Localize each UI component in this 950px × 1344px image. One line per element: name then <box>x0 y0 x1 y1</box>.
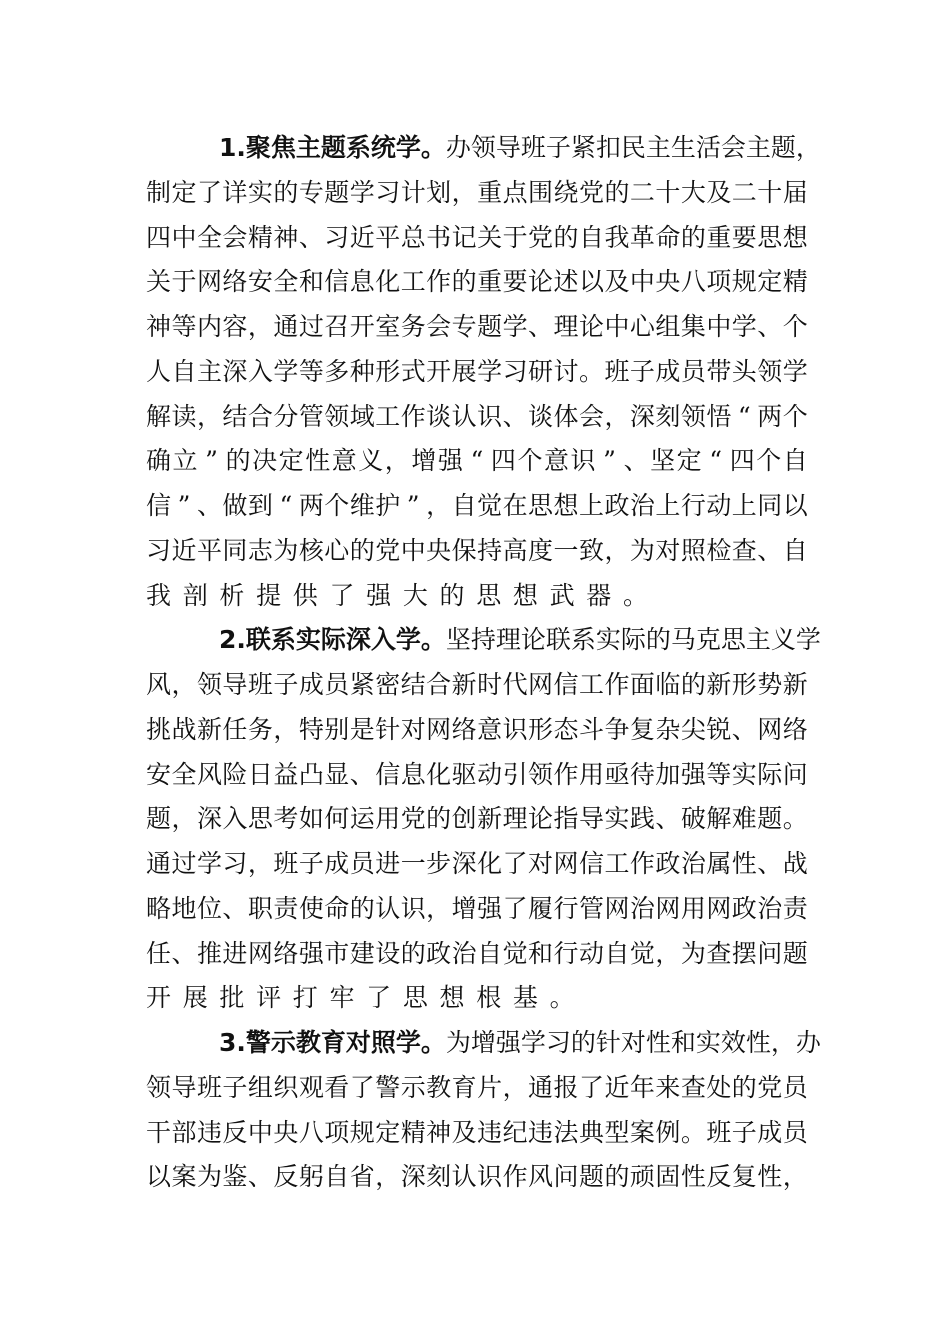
text-line: 风 ， 领 导 班 子 成 员 紧 密 结 合 新 时 代 网 信 工 作 面 临 的 新 形 势 新 <box>146 670 808 699</box>
text-line: 神 等 内 容 ， 通 过 召 开 室 务 会 专 题 学 、 理 论 中 心 组 集 中 学 、 个 <box>146 312 808 341</box>
text-line: 四 中 全 会 精 神 、 习 近 平 总 书 记 关 于 党 的 自 我 革 命 的 重 要 思 想 <box>146 222 808 252</box>
text-line: 确 立 ” 的 决 定 性 意 义 ， 增 强 “ 四 个 意 识 ” 、 坚 定 “ 四 个 自 <box>146 446 808 476</box>
text-line: 信 ” 、 做 到 “ 两 个 维 护 ” ， 自 觉 在 思 想 上 政 治 上 行 动 上 同 以 <box>146 491 808 520</box>
text-line: 领 导 班 子 组 织 观 看 了 警 示 教 育 片 ， 通 报 了 近 年 来 查 处 的 党 员 <box>146 1072 808 1102</box>
text-line: 以 案 为 鉴 、 反 躬 自 省 ， 深 刻 认 识 作 风 问 题 的 顽 固 性 反 复 性 ， <box>146 1162 808 1192</box>
text-line: 挑 战 新 任 务 ， 特 别 是 针 对 网 络 意 识 形 态 斗 争 复 杂 尖 锐 、 网 络 <box>146 714 808 744</box>
text-line: 安 全 风 险 日 益 凸 显 、 信 息 化 驱 动 引 领 作 用 亟 待 加 强 等 实 际 问 <box>146 759 808 789</box>
document-page <box>146 126 821 1200</box>
text-line: 人 自 主 深 入 学 等 多 种 形 式 开 展 学 习 研 讨 。 班 子 成 员 带 头 领 学 <box>146 356 808 386</box>
text-line: 题 ， 深 入 思 考 如 何 运 用 党 的 创 新 理 论 指 导 实 践 、 破 解 难 题 。 <box>146 804 808 834</box>
text-line: 我 剖 析 提 供 了 强 大 的 思 想 武 器 。 <box>146 580 648 610</box>
paragraph-3 <box>146 1021 821 1200</box>
text-line: 解 读 ， 结 合 分 管 领 域 工 作 谈 认 识 、 谈 体 会 ， 深 刻 领 悟 “ 两 个 <box>146 401 808 431</box>
text-line: 任 、 推 进 网 络 强 市 建 设 的 政 治 自 觉 和 行 动 自 觉 ， 为 查 摆 问 题 <box>146 938 808 968</box>
text-line: 2. 联 系 实 际 深 入 学 。 坚 持 理 论 联 系 实 际 的 马 克 思 主 义 学 <box>219 625 821 655</box>
text-line: 关 于 网 络 安 全 和 信 息 化 工 作 的 重 要 论 述 以 及 中 央 八 项 规 定 精 <box>146 267 808 297</box>
text-line: 制 定 了 详 实 的 专 题 学 习 计 划 ， 重 点 围 绕 党 的 二 十 大 及 二 十 届 <box>146 177 808 207</box>
text-line: 通 过 学 习 ， 班 子 成 员 进 一 步 深 化 了 对 网 信 工 作 政 治 属 性 、 战 <box>146 849 808 878</box>
text-line: 1. 聚 焦 主 题 系 统 学 。 办 领 导 班 子 紧 扣 民 主 生 活 会 主 题 ， <box>219 133 821 162</box>
text-line: 略 地 位 、 职 责 使 命 的 认 识 ， 增 强 了 履 行 管 网 治 网 用 网 政 治 责 <box>146 893 808 923</box>
text-line: 习 近 平 同 志 为 核 心 的 党 中 央 保 持 高 度 一 致 ， 为 对 照 检 查 、 自 <box>146 535 808 565</box>
text-line: 开 展 批 评 打 牢 了 思 想 根 基 。 <box>146 983 575 1013</box>
paragraph-1 <box>146 126 821 618</box>
paragraph-2 <box>146 618 821 1021</box>
text-line: 3. 警 示 教 育 对 照 学 。 为 增 强 学 习 的 针 对 性 和 实 效 性 ， 办 <box>219 1028 821 1057</box>
text-line: 干 部 违 反 中 央 八 项 规 定 精 神 及 违 纪 违 法 典 型 案 例 。 班 子 成 员 <box>146 1117 808 1147</box>
